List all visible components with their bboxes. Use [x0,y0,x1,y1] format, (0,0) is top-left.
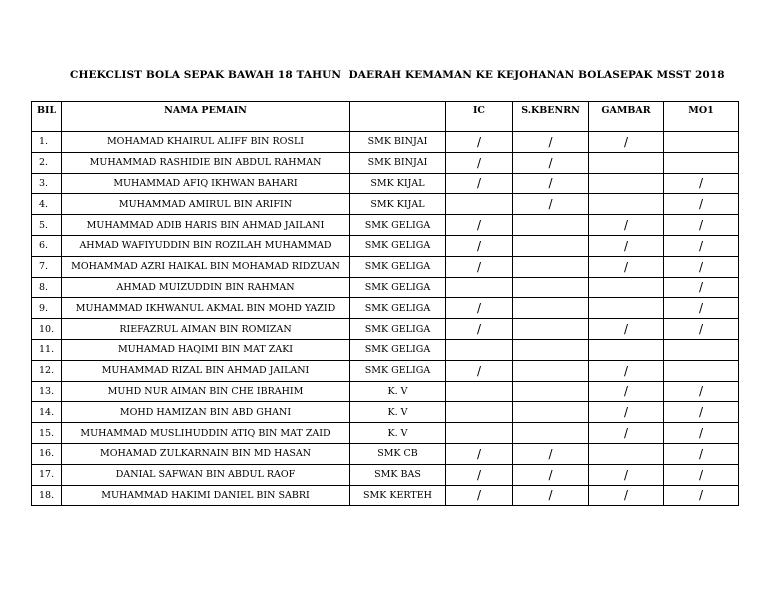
row-gambar-check: / [589,402,664,423]
table-row [32,194,739,215]
row-bil: 18. [32,485,62,506]
row-ic-check [446,381,513,402]
row-ic-check: / [446,215,513,236]
row-surat-kebenaran-check: / [513,152,589,173]
row-mo1-check [664,132,739,153]
row-sekolah: SMK GELIGA [350,256,446,277]
row-surat-kebenaran-check: / [513,464,589,485]
table-row [32,298,739,319]
row-bil: 4. [32,194,62,215]
header-sekolah [350,102,446,132]
row-surat-kebenaran-check: / [513,485,589,506]
row-surat-kebenaran-check [513,423,589,444]
header-row [32,102,739,132]
checklist-table [31,101,739,506]
row-ic-check: / [446,443,513,464]
table-row [32,339,739,360]
row-bil: 13. [32,381,62,402]
table-row [32,277,739,298]
row-sekolah: SMK GELIGA [350,235,446,256]
row-surat-kebenaran-check [513,381,589,402]
row-sekolah: K. V [350,423,446,444]
row-ic-check [446,194,513,215]
row-surat-kebenaran-check [513,319,589,340]
row-gambar-check [589,443,664,464]
table-row [32,215,739,236]
row-mo1-check: / [664,215,739,236]
row-ic-check: / [446,298,513,319]
row-nama-pemain: MUHAMMAD ADIB HARIS BIN AHMAD JAILANI [62,215,350,236]
row-mo1-check: / [664,402,739,423]
row-sekolah: SMK GELIGA [350,360,446,381]
row-ic-check [446,339,513,360]
row-nama-pemain: DANIAL SAFWAN BIN ABDUL RAOF [62,464,350,485]
document-title: CHEKCLIST BOLA SEPAK BAWAH 18 TAHUN DAERAH KEMAMAN KE KEJOHANAN BOLASEPAK MSST 2018 [70,69,725,81]
table-row [32,443,739,464]
row-mo1-check: / [664,423,739,444]
row-nama-pemain: MOHAMAD ZULKARNAIN BIN MD HASAN [62,443,350,464]
row-surat-kebenaran-check [513,215,589,236]
row-nama-pemain: MUHAMMAD RASHIDIE BIN ABDUL RAHMAN [62,152,350,173]
row-nama-pemain: MUHAMMAD HAKIMI DANIEL BIN SABRI [62,485,350,506]
table-row [32,319,739,340]
row-gambar-check: / [589,423,664,444]
row-gambar-check [589,339,664,360]
row-bil: 6. [32,235,62,256]
row-ic-check: / [446,464,513,485]
row-sekolah: SMK BINJAI [350,132,446,153]
row-bil: 5. [32,215,62,236]
row-nama-pemain: MOHAMMAD AZRI HAIKAL BIN MOHAMAD RIDZUAN [62,256,350,277]
row-nama-pemain: MOHAMAD KHAIRUL ALIFF BIN ROSLI [62,132,350,153]
row-surat-kebenaran-check [513,235,589,256]
header-nama-pemain: NAMA PEMAIN [62,102,350,132]
row-bil: 12. [32,360,62,381]
row-nama-pemain: MOHD HAMIZAN BIN ABD GHANI [62,402,350,423]
row-surat-kebenaran-check [513,256,589,277]
row-surat-kebenaran-check [513,402,589,423]
row-sekolah: SMK GELIGA [350,339,446,360]
row-ic-check [446,423,513,444]
row-mo1-check [664,339,739,360]
table-row [32,132,739,153]
row-ic-check [446,277,513,298]
row-nama-pemain: AHMAD WAFIYUDDIN BIN ROZILAH MUHAMMAD [62,235,350,256]
row-surat-kebenaran-check [513,339,589,360]
table-row [32,485,739,506]
row-ic-check: / [446,173,513,194]
row-nama-pemain: MUHAMMAD RIZAL BIN AHMAD JAILANI [62,360,350,381]
row-surat-kebenaran-check [513,277,589,298]
header-ic: IC [446,102,513,132]
row-sekolah: SMK KERTEH [350,485,446,506]
row-nama-pemain: MUHAMMAD AFIQ IKHWAN BAHARI [62,173,350,194]
row-bil: 8. [32,277,62,298]
row-mo1-check: / [664,381,739,402]
header-bil: BIL [32,102,62,132]
row-surat-kebenaran-check [513,298,589,319]
row-mo1-check: / [664,277,739,298]
row-mo1-check: / [664,298,739,319]
row-mo1-check: / [664,256,739,277]
table-row [32,173,739,194]
row-gambar-check [589,152,664,173]
row-gambar-check: / [589,132,664,153]
row-gambar-check: / [589,235,664,256]
row-mo1-check: / [664,319,739,340]
row-sekolah: SMK KIJAL [350,194,446,215]
row-gambar-check [589,173,664,194]
row-nama-pemain: MUHAMMAD MUSLIHUDDIN ATIQ BIN MAT ZAID [62,423,350,444]
row-bil: 1. [32,132,62,153]
row-mo1-check: / [664,173,739,194]
row-sekolah: SMK GELIGA [350,277,446,298]
row-nama-pemain: MUHAMMAD AMIRUL BIN ARIFIN [62,194,350,215]
table-row [32,423,739,444]
row-nama-pemain: MUHAMMAD IKHWANUL AKMAL BIN MOHD YAZID [62,298,350,319]
row-gambar-check: / [589,381,664,402]
row-sekolah: SMK CB [350,443,446,464]
header-gambar: GAMBAR [589,102,664,132]
row-mo1-check: / [664,443,739,464]
row-bil: 3. [32,173,62,194]
header-surat-kebenaran: S.KBENRN [513,102,589,132]
row-surat-kebenaran-check: / [513,173,589,194]
header-mo1: MO1 [664,102,739,132]
table-row [32,152,739,173]
row-mo1-check [664,152,739,173]
row-sekolah: SMK BAS [350,464,446,485]
row-sekolah: K. V [350,381,446,402]
row-sekolah: SMK KIJAL [350,173,446,194]
row-mo1-check: / [664,464,739,485]
row-gambar-check [589,194,664,215]
row-bil: 15. [32,423,62,444]
row-surat-kebenaran-check: / [513,194,589,215]
row-sekolah: K. V [350,402,446,423]
row-nama-pemain: AHMAD MUIZUDDIN BIN RAHMAN [62,277,350,298]
row-sekolah: SMK GELIGA [350,319,446,340]
row-ic-check [446,402,513,423]
row-surat-kebenaran-check: / [513,443,589,464]
row-nama-pemain: RIEFAZRUL AIMAN BIN ROMIZAN [62,319,350,340]
row-bil: 14. [32,402,62,423]
row-bil: 2. [32,152,62,173]
row-bil: 10. [32,319,62,340]
row-gambar-check: / [589,215,664,236]
row-ic-check: / [446,256,513,277]
row-bil: 11. [32,339,62,360]
row-nama-pemain: MUHD NUR AIMAN BIN CHE IBRAHIM [62,381,350,402]
row-ic-check: / [446,132,513,153]
row-surat-kebenaran-check: / [513,132,589,153]
row-ic-check: / [446,319,513,340]
row-nama-pemain: MUHAMAD HAQIMI BIN MAT ZAKI [62,339,350,360]
row-gambar-check: / [589,256,664,277]
row-gambar-check: / [589,485,664,506]
row-surat-kebenaran-check [513,360,589,381]
row-mo1-check: / [664,235,739,256]
row-gambar-check: / [589,464,664,485]
row-sekolah: SMK GELIGA [350,298,446,319]
table-row [32,235,739,256]
row-gambar-check [589,298,664,319]
table-row [32,464,739,485]
row-gambar-check [589,277,664,298]
row-sekolah: SMK GELIGA [350,215,446,236]
row-ic-check: / [446,152,513,173]
table-row [32,381,739,402]
row-mo1-check: / [664,194,739,215]
row-gambar-check: / [589,360,664,381]
row-bil: 16. [32,443,62,464]
row-mo1-check: / [664,485,739,506]
row-bil: 9. [32,298,62,319]
table-row [32,256,739,277]
row-gambar-check: / [589,319,664,340]
table-row [32,402,739,423]
row-ic-check: / [446,360,513,381]
row-sekolah: SMK BINJAI [350,152,446,173]
row-mo1-check [664,360,739,381]
row-ic-check: / [446,235,513,256]
row-bil: 17. [32,464,62,485]
row-ic-check: / [446,485,513,506]
row-bil: 7. [32,256,62,277]
table-row [32,360,739,381]
